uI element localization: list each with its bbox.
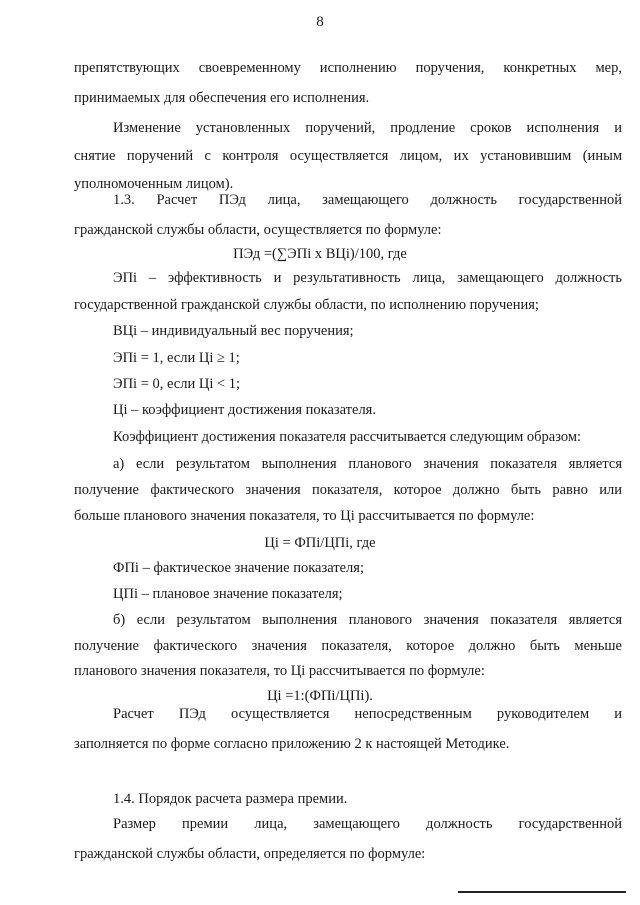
page-number: 8: [316, 14, 324, 30]
text-line: ФПi – фактическое значение показателя;: [113, 560, 364, 576]
text-line: ЭПi – эффективность и результативность лица, замещающего должность: [113, 270, 622, 286]
text-line: ЭПi = 0, если Цi < 1;: [113, 376, 241, 392]
text-line: 1.4. Порядок расчета размера премии.: [113, 791, 348, 807]
text-line: ЭПi = 1, если Цi ≥ 1;: [113, 350, 240, 366]
text-line: 1.3. Расчет ПЭд лица, замещающего должность государственной: [113, 192, 622, 208]
text-line: Коэффициент достижения показателя рассчитывается следующим образом:: [113, 429, 582, 445]
text-line: Цi = ФПi/ЦПi, где: [264, 535, 376, 551]
text-line: уполномоченным лицом).: [74, 176, 234, 192]
text-line: б) если результатом выполнения планового значения показателя является: [113, 612, 622, 628]
text-line: ПЭд =(∑ЭПi х ВЦi)/100, где: [233, 246, 407, 262]
text-line: получение фактического значения показателя, которое должно быть равно или: [74, 482, 622, 498]
text-line: ЦПi – плановое значение показателя;: [113, 586, 343, 602]
text-line: гражданской службы области, определяется по формуле:: [74, 846, 426, 862]
text-line: получение фактического значения показателя, которое должно быть меньше: [74, 638, 622, 654]
text-line: Изменение установленных поручений, продление сроков исполнения и: [113, 120, 622, 136]
text-line: ВЦi – индивидуальный вес поручения;: [113, 323, 354, 339]
text-line: государственной гражданской службы области, по исполнению поручения;: [74, 297, 539, 313]
text-line: больше планового значения показателя, то Цi рассчитывается по формуле:: [74, 508, 535, 524]
text-line: снятие поручений с контроля осуществляется лицом, их установившим (иным: [74, 148, 622, 164]
bottom-rule: [458, 891, 626, 893]
text-line: препятствующих своевременному исполнению поручения, конкретных мер,: [74, 60, 622, 76]
text-line: гражданской службы области, осуществляется по формуле:: [74, 222, 442, 238]
text-line: Размер премии лица, замещающего должность государственной: [113, 816, 622, 832]
text-line: планового значения показателя, то Цi рассчитывается по формуле:: [74, 663, 485, 679]
text-line: а) если результатом выполнения планового значения показателя является: [113, 456, 622, 472]
text-line: заполняется по форме согласно приложению 2 к настоящей Методике.: [74, 736, 510, 752]
text-line: принимаемых для обеспечения его исполнения.: [74, 90, 370, 106]
text-line: Цi – коэффициент достижения показателя.: [113, 402, 376, 418]
text-line: Цi =1:(ФПi/ЦПi).: [267, 688, 373, 704]
text-line: Расчет ПЭд осуществляется непосредственным руководителем и: [113, 706, 622, 722]
